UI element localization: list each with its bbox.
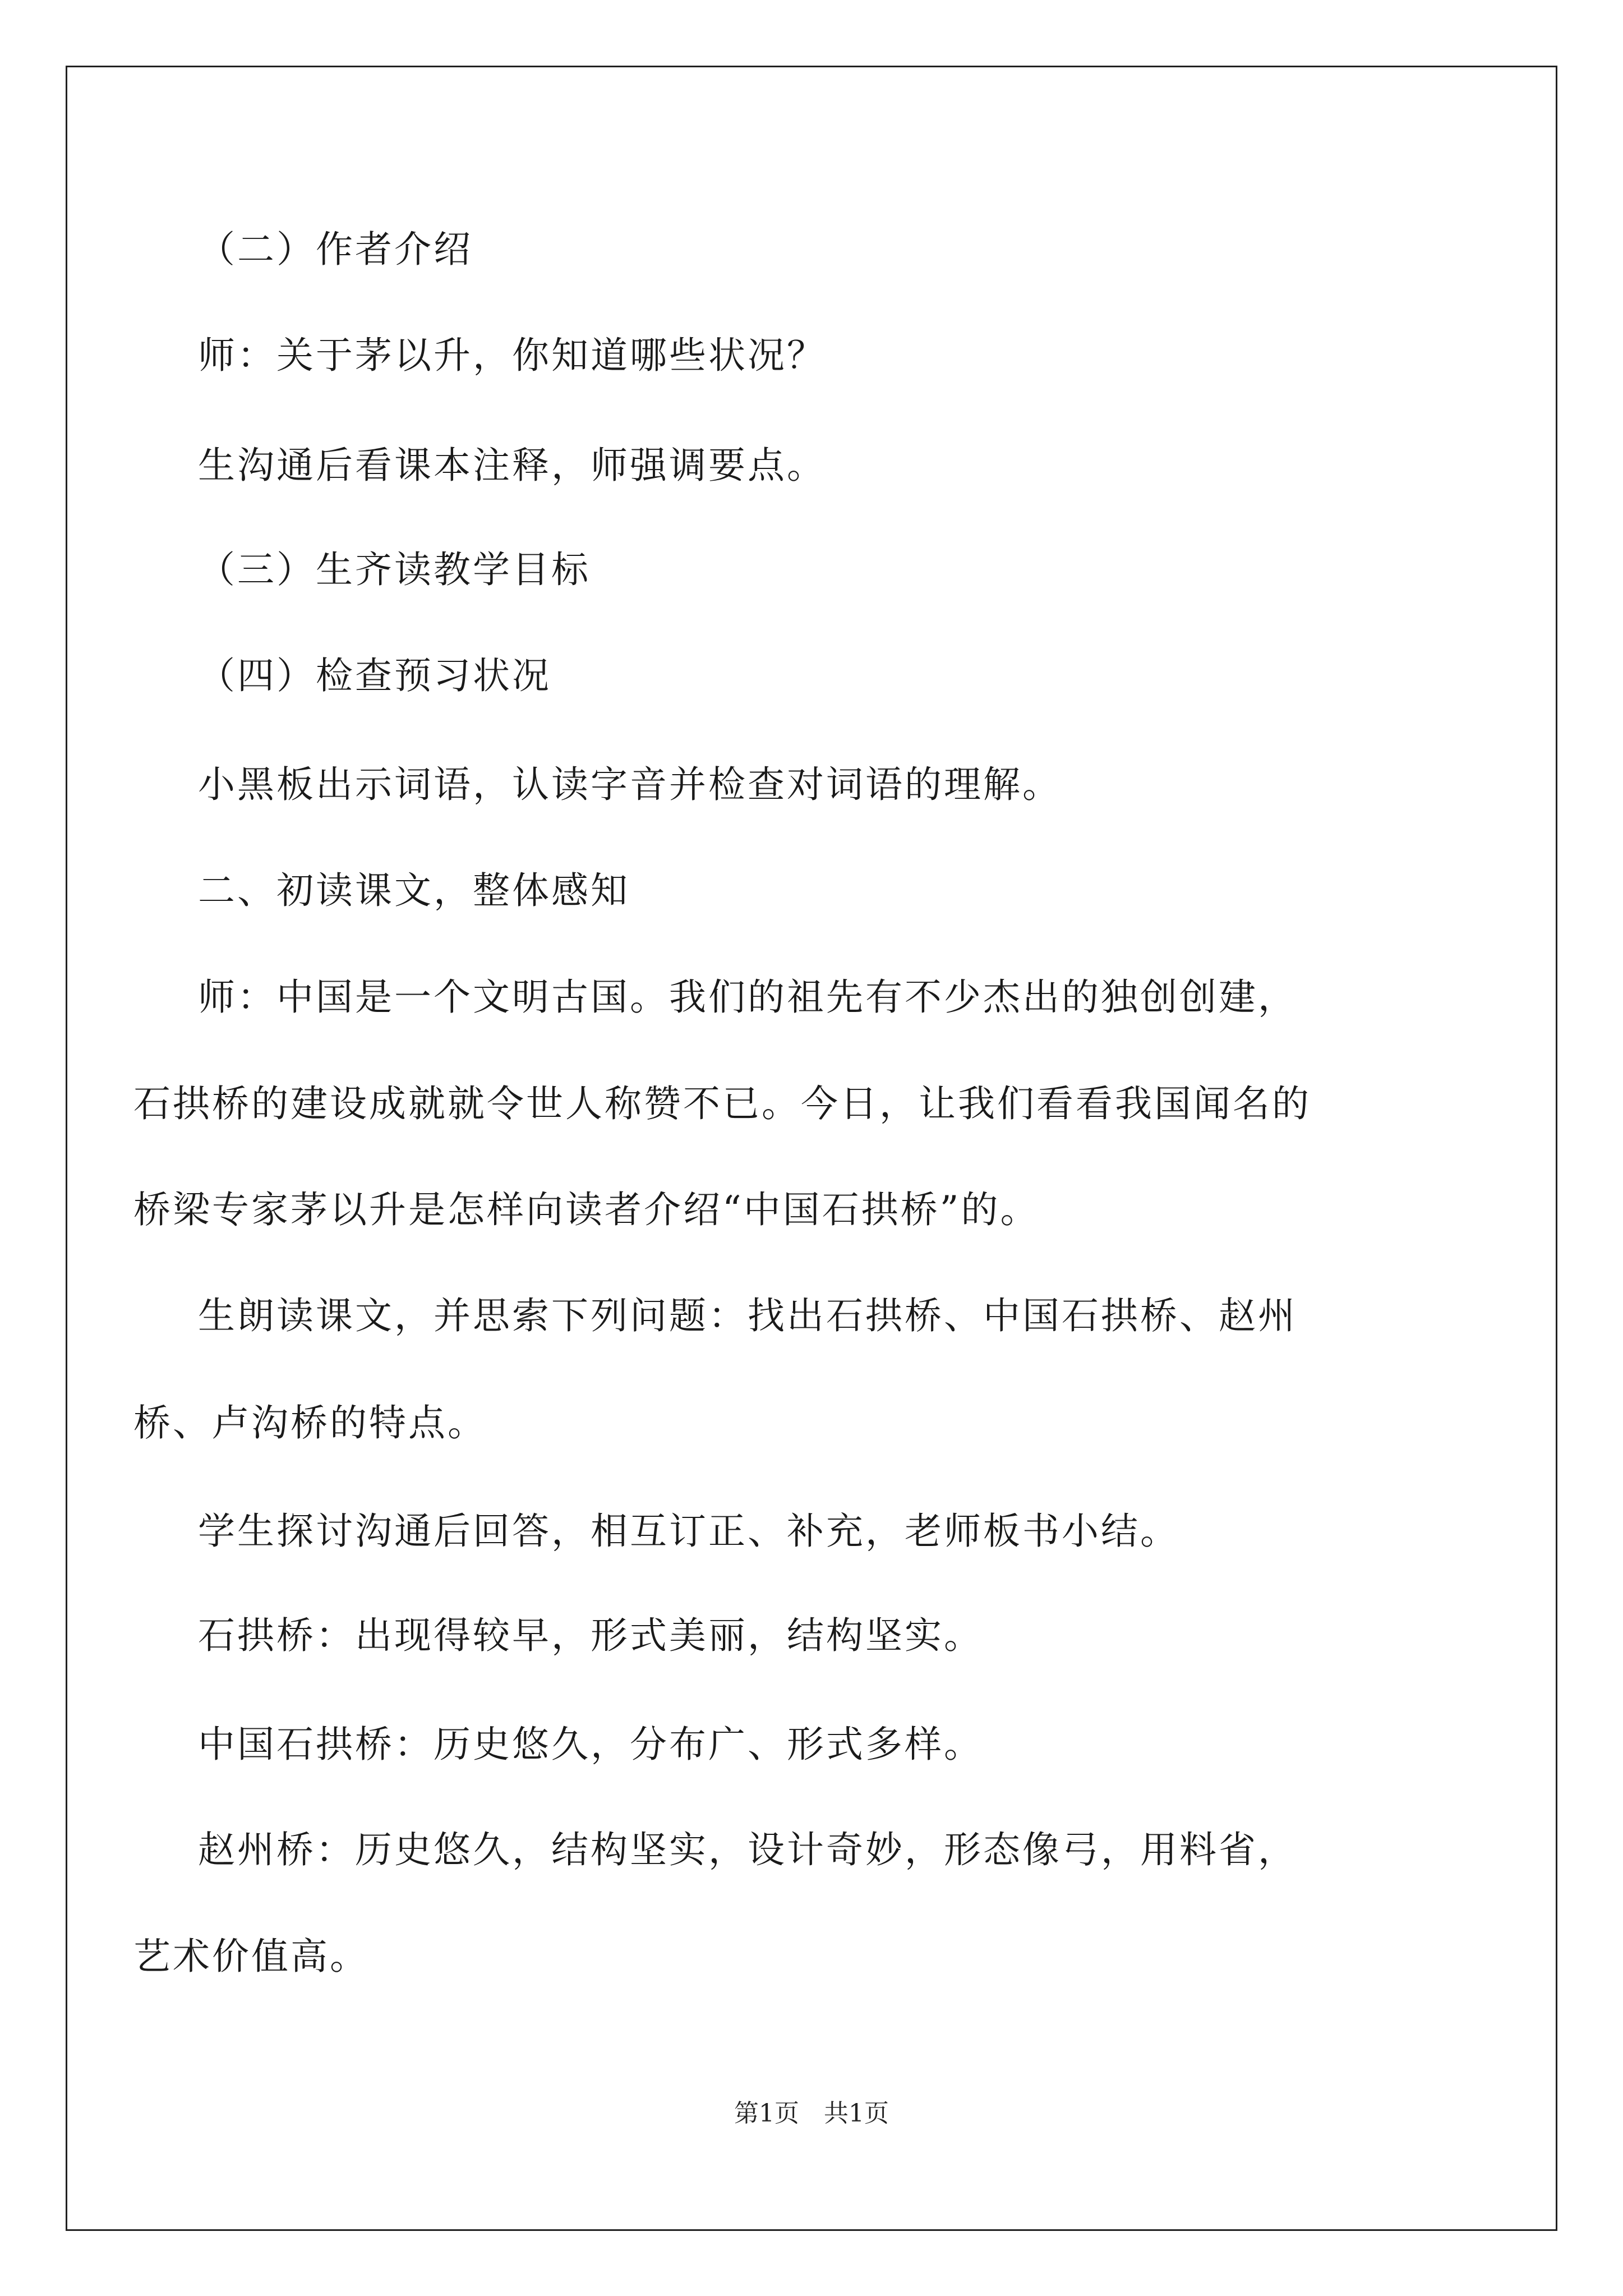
section-heading-first-reading: 二、初读课文，整体感知 (198, 869, 630, 912)
paragraph-teacher-intro-line2: 石拱桥的建设成就就令世人称赞不已。今日，让我们看看我国闻名的 (133, 1082, 1311, 1125)
paragraph-teacher-intro-line1: 师：中国是一个文明古国。我们的祖先有不少杰出的独创创建， (198, 976, 1297, 1019)
summary-chinese-stone-arch-bridge: 中国石拱桥：历史悠久，分布广、形式多样。 (198, 1723, 983, 1766)
paragraph-teacher-intro-line3: 桥梁专家茅以升是怎样向读者介绍“中国石拱桥”的。 (133, 1188, 1040, 1231)
paragraph-student-reading-line1: 生朗读课文，并思索下列问题：找出石拱桥、中国石拱桥、赵州 (198, 1294, 1297, 1337)
summary-zhaozhou-bridge-line2: 艺术价值高。 (133, 1935, 369, 1978)
page-footer: 第1页 共1页 (734, 2099, 889, 2128)
page-border (66, 66, 1557, 2231)
paragraph-student-reading-line2: 桥、卢沟桥的特点。 (133, 1401, 487, 1444)
paragraph-student-notes: 生沟通后看课本注释，师强调要点。 (198, 444, 826, 487)
paragraph-teacher-question: 师：关于茅以升，你知道哪些状况？ (198, 334, 826, 377)
paragraph-vocabulary: 小黑板出示词语，认读字音并检查对词语的理解。 (198, 763, 1062, 806)
section-heading-preview-check: （四）检查预习状况 (198, 654, 551, 697)
section-heading-author: （二）作者介绍 (198, 228, 473, 271)
section-heading-objectives: （三）生齐读教学目标 (198, 548, 591, 591)
summary-zhaozhou-bridge-line1: 赵州桥：历史悠久，结构坚实，设计奇妙，形态像弓，用料省， (198, 1828, 1297, 1871)
summary-stone-arch-bridge: 石拱桥：出现得较早，形式美丽，结构坚实。 (198, 1614, 983, 1657)
paragraph-discussion: 学生探讨沟通后回答，相互订正、补充，老师板书小结。 (198, 1510, 1179, 1553)
